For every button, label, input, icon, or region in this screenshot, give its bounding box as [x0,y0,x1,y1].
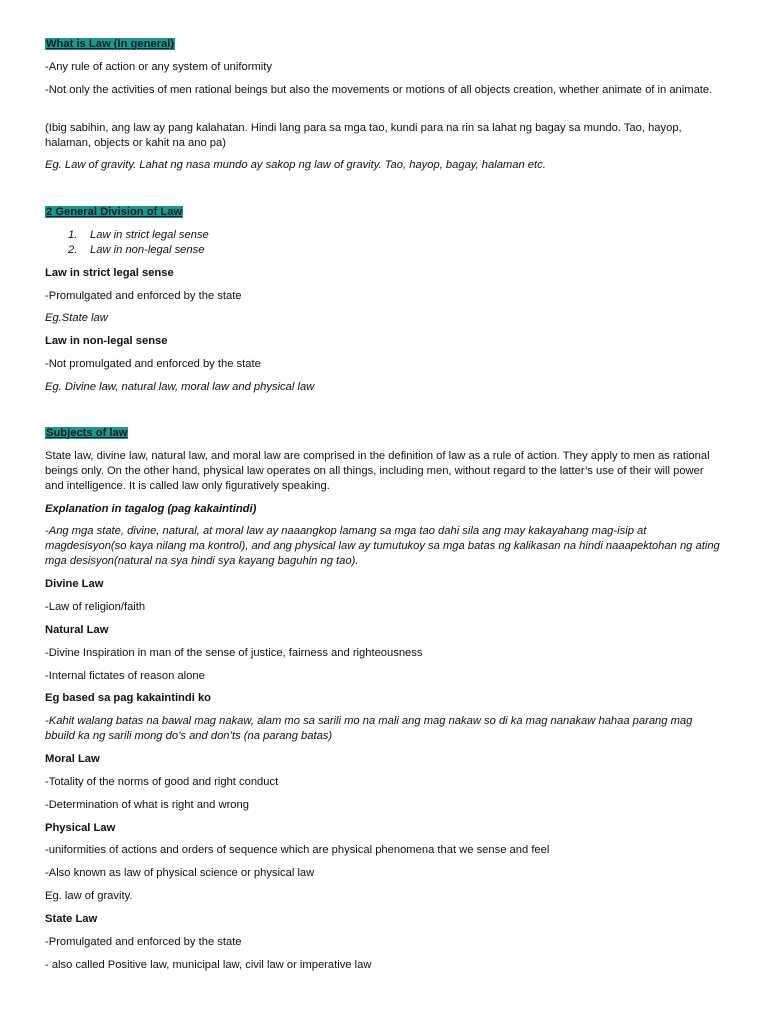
highlighted-heading: What is Law (In general) [46,38,175,50]
subheading: Law in non-legal sense [45,335,168,347]
text-paragraph: -Ang mga state, divine, natural, at moral law ay naaangkop lamang sa mga tao dahi sila ang may kakayahang mag-isip at magdesisyon(so kaya nilang ma kontrol), and ang physical law ay tumutukoy sa mga batas ng kalikasan na hindi naaapektohan ng ating mga desisyon(natural na sya hindi sya kayang baguhin ng tao). [45,525,720,567]
highlighted-heading: Subjects of law [46,427,128,439]
text-line: -Totality of the norms of good and right conduct [45,776,279,788]
example-line: Eg.State law [45,312,108,324]
highlighted-heading: 2 General Division of Law [46,206,183,218]
text-paragraph: -Kahit walang batas na bawal mag nakaw, alam mo sa sarili mo na mali ang mag nakaw so di ka mag nanakaw hahaa parang mag bbuild ka ng sarili mong do’s and don’ts (na parang batas) [45,715,693,742]
text-line: Eg. law of gravity. [45,890,133,902]
subheading: Explanation in tagalog (pag kakaintindi) [45,503,257,515]
example-line: Eg. Divine law, natural law, moral law and physical law [45,381,315,393]
text-line: -Determination of what is right and wrong [45,799,249,811]
text-line: -Law of religion/faith [45,601,146,613]
text-paragraph: State law, divine law, natural law, and moral law are comprised in the definition of law as a rule of action. They apply to men as rational beings only. On the other hand, physical law operates on all things, including men, without regard to the latter’s use of their will power and intelligence. It is called law only figuratively speaking. [45,450,710,492]
subheading: Physical Law [45,822,116,834]
list-item: 2. Law in non-legal sense [68,244,205,256]
section-heading-what-is-law [45,37,725,52]
text-paragraph: -Not only the activities of men rational beings but also the movements or motions of all objects creation, whether animate of in animate. [45,84,713,96]
text-line: - also called Positive law, municipal law, civil law or imperative law [45,959,372,971]
text-paragraph: (Ibig sabihin, ang law ay pang kalahatan. Hindi lang para sa mga tao, kundi para na rin sa lahat ng bagay sa mundo. Tao, hayop, halaman, objects or kahit na ano pa) [45,122,682,149]
subheading: Law in strict legal sense [45,267,174,279]
subheading: Moral Law [45,753,100,765]
text-line: -uniformities of actions and orders of sequence which are physical phenomena that we sense and feel [45,844,550,856]
subheading: Eg based sa pag kakaintindi ko [45,692,211,704]
section-heading-subjects-of-law [45,426,725,441]
text-line: -Promulgated and enforced by the state [45,290,242,302]
text-line: -Internal fictates of reason alone [45,670,205,682]
example-line: Eg. Law of gravity. Lahat ng nasa mundo ay sakop ng law of gravity. Tao, hayop, bagay, halaman etc. [45,159,546,171]
subheading: Divine Law [45,578,104,590]
list-item: 1. Law in strict legal sense [68,229,209,241]
text-line: -Also known as law of physical science or physical law [45,867,315,879]
text-line: -Promulgated and enforced by the state [45,936,242,948]
text-line: -Any rule of action or any system of uniformity [45,61,272,73]
subheading: Natural Law [45,624,109,636]
subheading: State Law [45,913,98,925]
section-heading-general-division [45,205,725,220]
text-line: -Not promulgated and enforced by the state [45,358,261,370]
text-line: -Divine Inspiration in man of the sense of justice, fairness and righteousness [45,647,423,659]
